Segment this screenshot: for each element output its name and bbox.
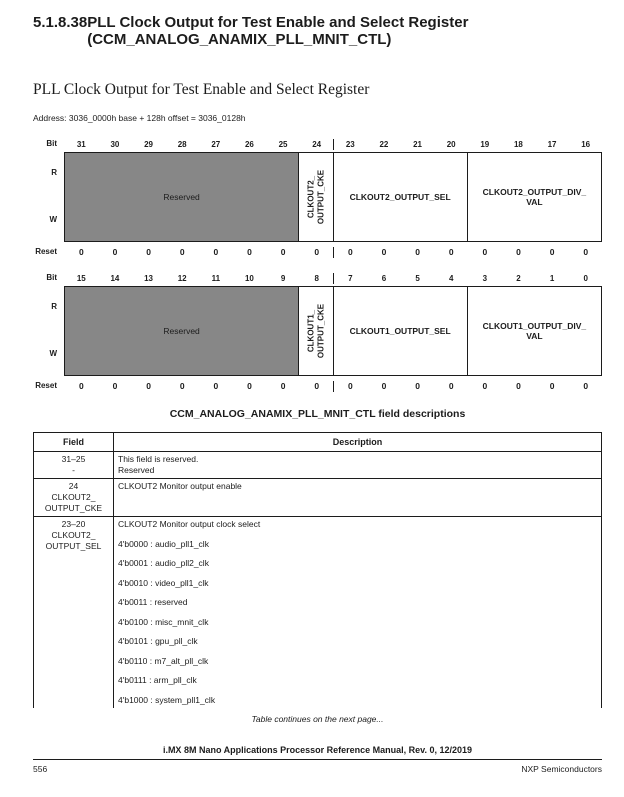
- reset-value: 0: [78, 247, 84, 257]
- reset-value: 0: [146, 247, 151, 257]
- footer-row: [33, 764, 602, 774]
- reset-value: 0: [333, 381, 367, 392]
- register-diagram-high: [33, 139, 602, 258]
- read-label: R: [51, 168, 57, 177]
- reset-value: 0: [482, 247, 488, 257]
- read-label: R: [51, 302, 57, 311]
- reset-value: 0: [314, 381, 320, 391]
- reset-value: 0: [314, 247, 320, 257]
- field-label-line: OUTPUT_CKE: [315, 169, 325, 225]
- clkout2-output-cke-field: [298, 153, 332, 241]
- reset-value: 0: [381, 247, 387, 257]
- description-line: 4'b0001 : audio_pll2_clk: [118, 558, 209, 568]
- write-label: W: [49, 349, 57, 358]
- field-descriptions-table: [33, 432, 602, 708]
- reset-value: 0: [280, 247, 286, 257]
- description-line: 4'b0110 : m7_alt_pll_clk: [118, 655, 209, 666]
- description-line: 4'b0111 : arm_pll_clk: [118, 675, 197, 685]
- description-cell: [114, 452, 602, 479]
- reset-row-label: Reset: [35, 247, 57, 256]
- read-write-labels: [33, 152, 64, 242]
- field-label-line: Reserved: [163, 191, 200, 202]
- reset-value: 0: [381, 381, 387, 391]
- reset-value: 0: [179, 247, 185, 257]
- bit-number: 8: [314, 274, 319, 283]
- field-cell: [34, 517, 114, 708]
- field-label-line: OUTPUT_CKE: [315, 303, 325, 359]
- description-line: 4'b0011 : reserved: [118, 597, 188, 607]
- bit-number: 0: [583, 274, 588, 283]
- field-label: [350, 192, 451, 203]
- bit-number: 21: [413, 140, 423, 149]
- continuation-note: Table continues on the next page...: [251, 713, 384, 724]
- field-label-line: CLKOUT1_OUTPUT_SEL: [349, 325, 451, 336]
- clkout1-output-sel-field: [333, 287, 467, 375]
- table-caption: CCM_ANALOG_ANAMIX_PLL_MNIT_CTL field descriptions: [169, 408, 466, 420]
- field-cell: [34, 479, 114, 517]
- field-label: [306, 304, 325, 358]
- field-label-line: VAL: [526, 197, 543, 207]
- bit-number: 25: [278, 140, 288, 149]
- bit-number: 6: [381, 274, 387, 283]
- bit-number: 29: [144, 140, 154, 149]
- page-number: 556: [33, 764, 48, 774]
- field-cell-line: OUTPUT_CKE: [44, 503, 103, 513]
- description-line: 4'b0100 : misc_mnit_clk: [118, 616, 209, 627]
- reset-value: 0: [448, 381, 454, 391]
- bit-number: 2: [516, 274, 521, 283]
- write-label: W: [49, 215, 57, 224]
- clkout2-output-sel-field: [333, 153, 467, 241]
- reset-value: 0: [549, 247, 555, 257]
- reset-value: 0: [280, 381, 286, 391]
- section-number: 5.1.8.38: [33, 14, 88, 31]
- read-write-labels: [33, 286, 64, 376]
- field-cell-line: 24: [68, 481, 79, 491]
- field-cell-line: CLKOUT2_: [51, 530, 96, 540]
- description-line: This field is reserved.: [118, 454, 199, 464]
- field-label: [350, 326, 451, 337]
- reset-row: [33, 381, 602, 392]
- clkout1-output-div-val-field: [467, 287, 601, 375]
- field-cell: [34, 452, 114, 479]
- field-cell-line: CLKOUT2_: [51, 492, 96, 502]
- register-subtitle: PLL Clock Output for Test Enable and Select Register: [33, 81, 370, 98]
- publisher: NXP Semiconductors: [521, 764, 602, 774]
- bit-number: 13: [144, 274, 154, 283]
- register-box: [64, 286, 602, 376]
- description-line: 4'b0101 : gpu_pll_clk: [118, 636, 198, 646]
- description-line: CLKOUT2 Monitor output enable: [118, 481, 242, 491]
- reset-value: 0: [583, 381, 589, 391]
- description-line: Reserved: [118, 465, 155, 475]
- section-heading: [33, 14, 602, 48]
- description-cell: [114, 517, 602, 708]
- field-label-line: CLKOUT2_OUTPUT_DIV_: [482, 186, 587, 197]
- table-row: [34, 517, 602, 708]
- field-label: [483, 187, 586, 208]
- manual-title: i.MX 8M Nano Applications Processor Reference Manual, Rev. 0, 12/2019: [33, 745, 602, 760]
- bit-row-label: Bit: [46, 273, 57, 282]
- clkout1-output-cke-field: [298, 287, 332, 375]
- register-box-row: [33, 286, 602, 376]
- bit-number: 12: [177, 274, 187, 283]
- field-label-line: Reserved: [163, 325, 200, 336]
- bit-numbers: [64, 139, 602, 150]
- reset-value: 0: [247, 381, 252, 391]
- bit-number: 9: [280, 274, 286, 283]
- page-footer: [33, 745, 602, 774]
- reset-value: 0: [213, 381, 219, 391]
- description-cell: [114, 479, 602, 517]
- reset-row: [33, 247, 602, 258]
- reset-value: 0: [549, 381, 555, 391]
- reset-values: [64, 247, 602, 258]
- reset-value: 0: [179, 381, 185, 391]
- bit-numbers: [64, 273, 602, 284]
- bit-number: 1: [549, 274, 555, 283]
- description-line: 4'b1000 : system_pll1_clk: [118, 694, 216, 705]
- reset-value: 0: [146, 381, 151, 391]
- reset-value: 0: [112, 381, 118, 391]
- field-label-line: VAL: [526, 331, 543, 341]
- bit-number-row: [33, 139, 602, 150]
- section-title: [87, 14, 468, 48]
- register-diagram-low: [33, 273, 602, 392]
- table-header-row: [34, 433, 602, 452]
- register-box-row: [33, 152, 602, 242]
- bit-number: 22: [379, 140, 389, 149]
- description-column-header: Description: [114, 433, 602, 452]
- field-cell-line: -: [72, 465, 75, 475]
- reset-value: 0: [415, 381, 420, 391]
- reset-value: 0: [415, 247, 420, 257]
- bit-number: 16: [581, 140, 591, 149]
- reset-value: 0: [583, 247, 589, 257]
- reserved-field-low: [65, 287, 298, 375]
- bit-number: 18: [513, 140, 523, 149]
- field-label-line: CLKOUT1_OUTPUT_DIV_: [482, 320, 587, 331]
- field-cell-line: 23–20: [61, 519, 86, 529]
- field-label: [163, 192, 199, 203]
- reserved-field-high: [65, 153, 298, 241]
- clkout2-output-div-val-field: [467, 153, 601, 241]
- reset-value: 0: [78, 381, 84, 391]
- bit-number: 24: [312, 140, 322, 149]
- field-label-line: CLKOUT1_: [306, 309, 316, 353]
- section-title-line1: PLL Clock Output for Test Enable and Select Register: [87, 14, 469, 31]
- bit-number: 26: [244, 140, 254, 149]
- bit-number-row: [33, 273, 602, 284]
- bit-number: 14: [110, 274, 120, 283]
- register-box: [64, 152, 602, 242]
- reset-values: [64, 381, 602, 392]
- field-label-line: CLKOUT2_: [306, 175, 316, 219]
- field-label: [306, 170, 325, 224]
- bit-number: 27: [211, 140, 221, 149]
- bit-number: 3: [482, 274, 488, 283]
- section-title-line2: (CCM_ANALOG_ANAMIX_PLL_MNIT_CTL): [87, 31, 392, 48]
- bit-number: 5: [415, 274, 420, 283]
- bit-number: 15: [76, 274, 86, 283]
- bit-number: 11: [211, 274, 221, 283]
- bit-number: 23: [333, 139, 367, 150]
- bit-number: 17: [547, 140, 557, 149]
- description-line: 4'b0010 : video_pll1_clk: [118, 577, 209, 588]
- bit-number: 20: [446, 140, 456, 149]
- bit-number: 31: [76, 140, 86, 149]
- bit-number: 7: [333, 273, 367, 284]
- field-label-line: CLKOUT2_OUTPUT_SEL: [349, 191, 451, 202]
- reset-row-label: Reset: [35, 381, 57, 390]
- reset-value: 0: [482, 381, 488, 391]
- field-column-header: Field: [34, 433, 114, 452]
- field-cell-line: OUTPUT_SEL: [45, 541, 102, 551]
- reset-value: 0: [112, 247, 118, 257]
- reset-value: 0: [333, 247, 367, 258]
- bit-row-label: Bit: [46, 139, 57, 148]
- field-cell-line: 31–25: [61, 454, 86, 464]
- bit-number: 28: [177, 140, 187, 149]
- reset-value: 0: [213, 247, 219, 257]
- reset-value: 0: [448, 247, 454, 257]
- table-header: [34, 433, 602, 452]
- field-label: [483, 321, 586, 342]
- description-line: 4'b0000 : audio_pll1_clk: [118, 538, 209, 549]
- table-row: [34, 452, 602, 479]
- bit-number: 10: [244, 274, 254, 283]
- reset-value: 0: [516, 247, 521, 257]
- bit-number: 30: [110, 140, 120, 149]
- reset-value: 0: [247, 247, 252, 257]
- address-line: Address: 3036_0000h base + 128h offset = 3036_0128h: [33, 113, 246, 123]
- description-line: CLKOUT2 Monitor output clock select: [118, 519, 261, 529]
- bit-number: 19: [480, 140, 490, 149]
- field-label: [163, 326, 199, 337]
- reset-value: 0: [516, 381, 521, 391]
- bit-number: 4: [448, 274, 454, 283]
- table-row: [34, 479, 602, 517]
- field-table-body: [34, 452, 602, 708]
